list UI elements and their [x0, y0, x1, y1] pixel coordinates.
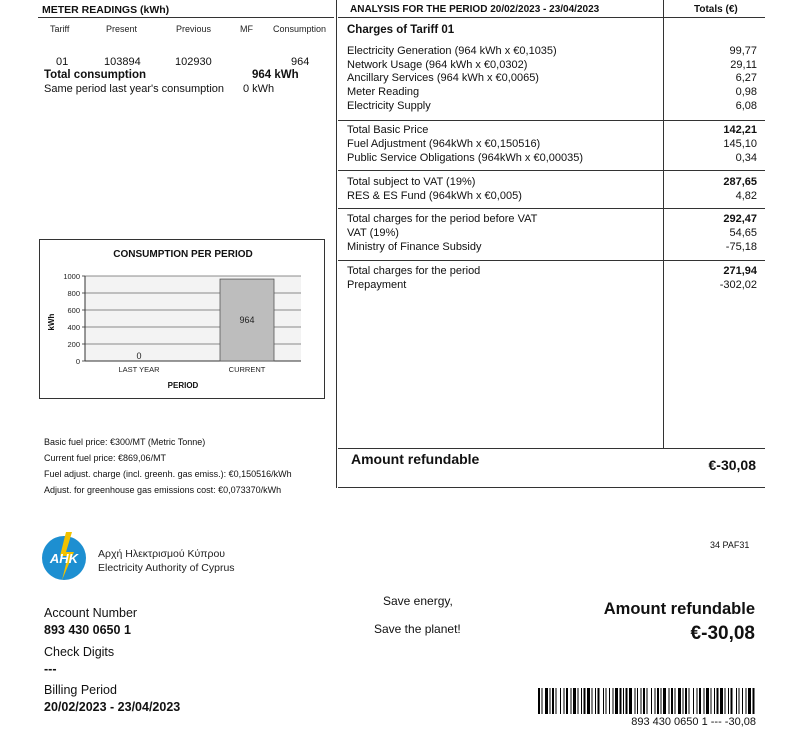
charge-amount-total-basic-price: 142,21 [723, 124, 757, 136]
charge-amount-prepayment: -302,02 [719, 279, 757, 291]
rule-after-pso [338, 170, 765, 171]
analysis-top-rule [338, 17, 765, 18]
same-period-label: Same period last year's consumption [44, 83, 225, 95]
meter-previous-value: 102930 [175, 56, 212, 68]
column-divider-totals [663, 0, 664, 448]
barcode-bar [706, 688, 709, 714]
chart-x-tick-label: CURRENT [228, 365, 266, 374]
barcode-bar [538, 688, 540, 714]
barcode-text: 893 430 0650 1 --- -30,08 [631, 716, 756, 728]
totals-column-title: Totals (€) [694, 4, 738, 15]
slogan-save-energy: Save energy, [383, 594, 453, 608]
charge-amount-total-charges-period: 271,94 [723, 265, 757, 277]
barcode-bar [609, 688, 610, 714]
barcode-bar [655, 688, 656, 714]
barcode-bar [587, 688, 590, 714]
barcode-bar [542, 688, 543, 714]
barcode-bar [578, 688, 579, 714]
payment-barcode [538, 688, 756, 714]
barcode-bar [647, 688, 648, 714]
barcode-bar [623, 688, 624, 714]
barcode-bar [748, 688, 751, 714]
charge-label-vat: VAT (19%) [347, 227, 399, 239]
barcode-bar [626, 688, 628, 714]
footer-amount-refundable-value: €-30,08 [690, 623, 755, 644]
charge-label-total-charges-period: Total charges for the period [347, 265, 481, 277]
billing-period-label: Billing Period [44, 683, 117, 697]
barcode-bar [717, 688, 719, 714]
column-divider-left [336, 0, 337, 488]
meter-top-rule [38, 17, 334, 18]
chart-data-label: 964 [239, 315, 255, 326]
rule-after-supply [338, 120, 765, 121]
barcode-bar [550, 688, 551, 714]
meter-header-tariff: Tariff [50, 24, 70, 34]
same-period-value: 0 kWh [243, 83, 275, 95]
barcode-bar [720, 688, 723, 714]
total-consumption-value: 964 kWh [252, 69, 299, 81]
barcode-bar [581, 688, 582, 714]
chart-y-tick-label: 1000 [63, 272, 80, 281]
chart-data-label: 0 [136, 351, 142, 361]
barcode-bar [678, 688, 681, 714]
charge-amount-total-before-vat: 292,47 [723, 213, 757, 225]
charge-label-res-es-fund: RES & ES Fund (964kWh x €0,005) [347, 190, 522, 202]
barcode-bar [697, 688, 698, 714]
meter-present-value: 103894 [104, 56, 141, 68]
charge-label-meter-reading: Meter Reading [347, 86, 420, 98]
charge-amount-public-service-obligations: 0,34 [735, 152, 757, 164]
barcode-bar [564, 688, 565, 714]
barcode-bar [699, 688, 701, 714]
consumption-chart [39, 239, 325, 399]
chart-y-tick-label: 600 [67, 306, 80, 315]
check-digits-label: Check Digits [44, 645, 115, 659]
company-name-greek: Αρχή Ηλεκτρισμού Κύπρου [98, 548, 226, 560]
charge-label-network-usage: Network Usage (964 kWh x €0,0302) [347, 58, 528, 71]
rule-before-refund [338, 448, 765, 449]
total-consumption-label: Total consumption [44, 69, 147, 81]
eac-logo-icon [38, 530, 94, 582]
barcode-bar [556, 688, 557, 714]
chart-x-axis-title: PERIOD [167, 381, 199, 390]
barcode-bar [595, 688, 596, 714]
barcode-bar [571, 688, 572, 714]
barcode-bar [635, 688, 636, 714]
barcode-bar [592, 688, 593, 714]
meter-consumption-value: 964 [291, 56, 310, 68]
account-number-label: Account Number [44, 606, 138, 620]
barcode-bar [643, 688, 645, 714]
footer-amount-refundable-label: Amount refundable [603, 600, 755, 618]
barcode-bar [725, 688, 726, 714]
chart-y-tick-label: 0 [75, 357, 80, 366]
barcode-bar [731, 688, 733, 714]
logo-letters: AHK [49, 551, 79, 566]
barcode-bar [552, 688, 554, 714]
barcode-bar [739, 688, 740, 714]
chart-x-tick-label: LAST YEAR [118, 365, 160, 374]
barcode-bar [560, 688, 561, 714]
barcode-bar [704, 688, 705, 714]
charge-label-total-subject-to-vat: Total subject to VAT (19%) [347, 176, 476, 188]
meter-tariff-value: 01 [56, 56, 69, 68]
barcode-bar [728, 688, 729, 714]
barcode-bar [693, 688, 694, 714]
rule-after-refund [338, 487, 765, 488]
charge-amount-ministry-subsidy: -75,18 [725, 241, 757, 253]
barcode-bar [620, 688, 622, 714]
charge-amount-ancillary-services: 6,27 [735, 72, 757, 84]
fuel-note-greenhouse-cost: Adjust. for greenhouse gas emissions cost: €0,073370/kWh [44, 485, 282, 495]
slogan-save-planet: Save the planet! [374, 622, 461, 636]
company-name-english: Electricity Authority of Cyprus [98, 562, 235, 574]
meter-header-mf: MF [240, 24, 253, 34]
barcode-bar [669, 688, 670, 714]
barcode-bar [742, 688, 743, 714]
charge-amount-network-usage: 29,11 [730, 58, 757, 71]
charge-amount-meter-reading: 0,98 [735, 86, 757, 98]
barcode-bar [566, 688, 568, 714]
charge-label-electricity-supply: Electricity Supply [347, 100, 431, 112]
barcode-bar [584, 688, 586, 714]
barcode-bar [651, 688, 652, 714]
barcode-bar [675, 688, 676, 714]
meter-header-consumption: Consumption [273, 24, 327, 34]
page-code: 34 PAF31 [710, 540, 750, 550]
barcode-bar [683, 688, 684, 714]
meter-header-previous: Previous [176, 24, 212, 34]
charge-amount-res-es-fund: 4,82 [735, 190, 757, 202]
charge-amount-electricity-supply: 6,08 [735, 100, 757, 112]
meter-header-present: Present [106, 24, 138, 34]
barcode-bar [714, 688, 715, 714]
charge-amount-electricity-generation: 99,77 [729, 45, 757, 57]
consumption-chart-svg [40, 240, 326, 400]
barcode-bar [629, 688, 632, 714]
barcode-bar [671, 688, 673, 714]
barcode-bar [746, 688, 747, 714]
analysis-period-title: ANALYSIS FOR THE PERIOD 20/02/2023 - 23/04/2023 [350, 4, 600, 15]
charge-label-total-before-vat: Total charges for the period before VAT [347, 213, 538, 225]
charge-amount-fuel-adjustment: 145,10 [723, 138, 757, 150]
amount-refundable-value: €-30,08 [708, 457, 756, 473]
account-number-value: 893 430 0650 1 [44, 623, 131, 637]
barcode-bar [685, 688, 687, 714]
chart-y-axis-title: kWh [47, 313, 56, 331]
charge-label-ministry-subsidy: Ministry of Finance Subsidy [347, 241, 482, 253]
barcode-bar [615, 688, 618, 714]
charge-amount-total-subject-to-vat: 287,65 [723, 176, 757, 188]
chart-y-tick-label: 800 [67, 289, 80, 298]
charge-label-public-service-obligations: Public Service Obligations (964kWh x €0,00035) [347, 152, 584, 164]
barcode-bar [598, 688, 600, 714]
barcode-bar [736, 688, 737, 714]
amount-refundable-label: Amount refundable [351, 451, 480, 467]
barcode-bar [573, 688, 576, 714]
barcode-bar [661, 688, 662, 714]
barcode-bar [657, 688, 659, 714]
chart-title: CONSUMPTION PER PERIOD [113, 249, 253, 260]
barcode-bar [603, 688, 604, 714]
fuel-note-basic-price: Basic fuel price: €300/MT (Metric Tonne) [44, 437, 206, 447]
barcode-bar [637, 688, 638, 714]
charge-amount-vat: 54,65 [729, 227, 757, 239]
barcode-bar [711, 688, 712, 714]
chart-y-tick-label: 200 [67, 340, 80, 349]
charge-label-ancillary-services: Ancillary Services (964 kWh x €0,0065) [347, 72, 539, 84]
tariff-charges-heading: Charges of Tariff 01 [347, 24, 455, 36]
chart-y-tick-label: 400 [67, 323, 80, 332]
barcode-bar [753, 688, 755, 714]
rule-after-subsidy [338, 260, 765, 261]
charge-label-fuel-adjustment: Fuel Adjustment (964kWh x €0,150516) [347, 138, 541, 150]
charge-label-prepayment: Prepayment [347, 279, 407, 291]
barcode-bar [606, 688, 607, 714]
barcode-bar [689, 688, 690, 714]
rule-after-res [338, 208, 765, 209]
charge-label-total-basic-price: Total Basic Price [347, 124, 429, 136]
barcode-bar [663, 688, 666, 714]
charge-label-electricity-generation: Electricity Generation (964 kWh x €0,1035) [347, 45, 557, 57]
check-digits-value: --- [44, 662, 57, 676]
barcode-bar [545, 688, 548, 714]
barcode-bar [641, 688, 642, 714]
fuel-note-adjust-charge: Fuel adjust. charge (incl. greenh. gas emiss.): €0,150516/kWh [44, 469, 292, 479]
billing-period-value: 20/02/2023 - 23/04/2023 [44, 700, 181, 714]
barcode-bar [613, 688, 614, 714]
fuel-note-current-price: Current fuel price: €869,06/MT [44, 453, 167, 463]
meter-readings-title: METER READINGS (kWh) [42, 4, 170, 16]
